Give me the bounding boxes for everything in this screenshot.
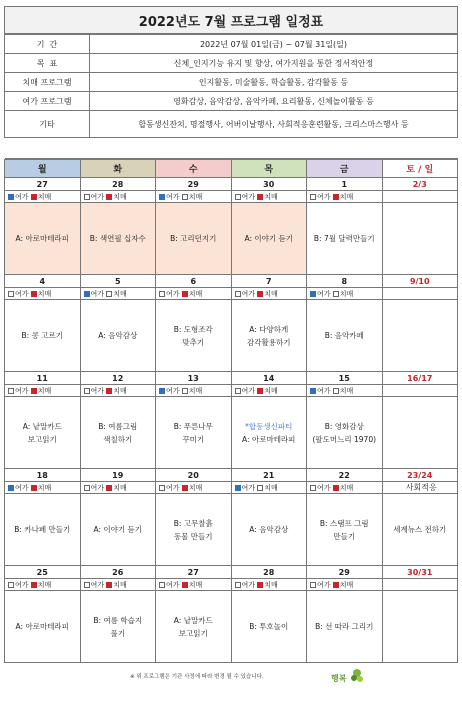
info-key: 치매 프로그램 bbox=[5, 73, 90, 92]
activity-cell: A: 낱말카드 보고읽기 bbox=[156, 591, 232, 663]
filled-checkbox-icon bbox=[159, 388, 165, 394]
program-type-label: 치매 bbox=[264, 483, 278, 492]
activity-cell: *합동생신파티 A: 아로마테라피 bbox=[231, 397, 307, 469]
program-type-label: 치매 bbox=[188, 192, 203, 201]
date-cell: 19 bbox=[80, 469, 156, 482]
program-type-cell: 사회적응 bbox=[382, 482, 458, 494]
program-type-cell bbox=[5, 482, 81, 494]
filled-checkbox-icon bbox=[31, 194, 37, 200]
date-cell: 21 bbox=[231, 469, 307, 482]
program-type-label: 여가 bbox=[15, 483, 29, 492]
program-type-label: 치매 bbox=[264, 386, 278, 395]
program-type-label: 여가 bbox=[90, 192, 105, 201]
program-type-label: 여가 bbox=[15, 386, 29, 395]
empty-checkbox-icon bbox=[159, 485, 165, 491]
filled-checkbox-icon bbox=[31, 582, 37, 588]
program-type-label: 여가 bbox=[90, 580, 105, 589]
activity-cell: B: 카나페 만들기 bbox=[5, 494, 81, 566]
empty-checkbox-icon bbox=[235, 388, 241, 394]
info-key: 여가 프로그램 bbox=[5, 92, 90, 111]
empty-checkbox-icon bbox=[8, 291, 14, 297]
filled-checkbox-icon bbox=[106, 388, 112, 394]
program-type-label: 여가 bbox=[241, 580, 256, 589]
program-type-cell bbox=[80, 385, 156, 397]
schedule-table bbox=[4, 6, 458, 34]
program-type-label: 여가 bbox=[317, 580, 331, 589]
activity-cell: B: 7월 달력만들기 bbox=[307, 203, 383, 275]
empty-checkbox-icon bbox=[235, 291, 241, 297]
filled-checkbox-icon bbox=[84, 291, 90, 297]
activity-cell bbox=[382, 203, 458, 275]
program-type-label: 여가 bbox=[317, 289, 331, 298]
footnote: ※ 위 프로그램은 기관 사정에 따라 변경 될 수 있습니다. bbox=[130, 674, 264, 680]
activity-cell: A: 아로마테라피 bbox=[5, 203, 81, 275]
program-type-cell bbox=[80, 191, 156, 203]
empty-checkbox-icon bbox=[333, 291, 339, 297]
program-type-cell bbox=[5, 579, 81, 591]
date-cell: 9/10 bbox=[382, 275, 458, 288]
program-type-cell bbox=[156, 385, 232, 397]
day-header: 월 bbox=[5, 160, 81, 178]
date-cell: 23/24 bbox=[382, 469, 458, 482]
program-type-label: 치매 bbox=[37, 483, 52, 492]
info-value: 영화감상, 음악감상, 음악카페, 요리활동, 신체놀이활동 등 bbox=[90, 92, 458, 111]
program-type-label: 치매 bbox=[188, 289, 203, 298]
filled-checkbox-icon bbox=[8, 194, 14, 200]
activity-cell: A: 낱말카드 보고읽기 bbox=[5, 397, 81, 469]
program-type-label: 치매 bbox=[264, 192, 278, 201]
date-cell: 16/17 bbox=[382, 372, 458, 385]
filled-checkbox-icon bbox=[235, 485, 241, 491]
date-cell: 28 bbox=[80, 178, 156, 191]
program-type-label: 치매 bbox=[188, 580, 203, 589]
activity-cell bbox=[382, 591, 458, 663]
activity-cell: B: 선 따라 그리기 bbox=[307, 591, 383, 663]
date-cell: 28 bbox=[231, 566, 307, 579]
date-cell: 27 bbox=[5, 178, 81, 191]
program-type-cell bbox=[231, 579, 307, 591]
program-type-cell bbox=[5, 288, 81, 300]
day-header: 토 / 일 bbox=[382, 160, 458, 178]
activity-cell: A: 이야기 듣기 bbox=[80, 494, 156, 566]
program-type-label: 치매 bbox=[339, 289, 354, 298]
program-type-cell bbox=[5, 385, 81, 397]
date-cell: 7 bbox=[231, 275, 307, 288]
info-key: 기 간 bbox=[5, 35, 90, 54]
filled-checkbox-icon bbox=[159, 194, 165, 200]
activity-cell: B: 고무찰흙 동물 만들기 bbox=[156, 494, 232, 566]
empty-checkbox-icon bbox=[310, 582, 316, 588]
activity-cell: A: 음악감상 bbox=[80, 300, 156, 372]
date-cell: 18 bbox=[5, 469, 81, 482]
empty-checkbox-icon bbox=[84, 485, 90, 491]
activity-cell: B: 스탬프 그림 만들기 bbox=[307, 494, 383, 566]
program-type-cell bbox=[307, 385, 383, 397]
program-type-label: 치매 bbox=[264, 289, 278, 298]
program-type-cell bbox=[231, 288, 307, 300]
date-cell: 25 bbox=[5, 566, 81, 579]
empty-checkbox-icon bbox=[8, 582, 14, 588]
program-type-label: 치매 bbox=[264, 580, 278, 589]
program-type-label: 치매 bbox=[37, 580, 52, 589]
filled-checkbox-icon bbox=[257, 194, 263, 200]
program-type-label: 여가 bbox=[166, 483, 180, 492]
date-cell: 14 bbox=[231, 372, 307, 385]
program-type-cell bbox=[156, 482, 232, 494]
day-header: 목 bbox=[231, 160, 307, 178]
program-type-cell bbox=[382, 579, 458, 591]
program-type-cell bbox=[307, 579, 383, 591]
empty-checkbox-icon bbox=[182, 194, 188, 200]
program-type-label: 치매 bbox=[188, 386, 203, 395]
date-cell: 30 bbox=[231, 178, 307, 191]
date-cell: 20 bbox=[156, 469, 232, 482]
program-type-label: 여가 bbox=[166, 289, 180, 298]
filled-checkbox-icon bbox=[106, 582, 112, 588]
program-type-label: 치매 bbox=[339, 483, 354, 492]
program-type-cell bbox=[5, 191, 81, 203]
activity-cell: B: 고리던지기 bbox=[156, 203, 232, 275]
empty-checkbox-icon bbox=[257, 485, 263, 491]
schedule-page bbox=[4, 6, 458, 663]
info-value: 2022년 07월 01일(금) ~ 07월 31일(일) bbox=[90, 35, 458, 54]
activity-cell: A: 아로마테라피 bbox=[5, 591, 81, 663]
info-key: 목 표 bbox=[5, 54, 90, 73]
filled-checkbox-icon bbox=[257, 582, 263, 588]
program-type-label: 여가 bbox=[241, 289, 256, 298]
empty-checkbox-icon bbox=[182, 388, 188, 394]
program-type-label: 여가 bbox=[241, 386, 256, 395]
date-cell: 11 bbox=[5, 372, 81, 385]
activity-cell: B: 콩 고르기 bbox=[5, 300, 81, 372]
activity-cell: B: 투호놀이 bbox=[231, 591, 307, 663]
page-title: 2022년도 7월 프로그램 일정표 bbox=[5, 7, 458, 34]
program-type-label: 치매 bbox=[37, 192, 52, 201]
program-type-cell bbox=[80, 579, 156, 591]
info-value: 인지활동, 미술활동, 학습활동, 감각활동 등 bbox=[90, 73, 458, 92]
filled-checkbox-icon bbox=[310, 291, 316, 297]
date-cell: 5 bbox=[80, 275, 156, 288]
empty-checkbox-icon bbox=[235, 194, 241, 200]
program-type-label: 치매 bbox=[113, 386, 127, 395]
program-type-label: 여가 bbox=[241, 483, 256, 492]
filled-checkbox-icon bbox=[31, 291, 37, 297]
activity-cell: 세계뉴스 전하기 bbox=[382, 494, 458, 566]
program-type-label: 치매 bbox=[339, 386, 354, 395]
date-cell: 6 bbox=[156, 275, 232, 288]
empty-checkbox-icon bbox=[106, 291, 112, 297]
empty-checkbox-icon bbox=[84, 194, 90, 200]
filled-checkbox-icon bbox=[106, 194, 112, 200]
program-type-cell bbox=[231, 191, 307, 203]
empty-checkbox-icon bbox=[310, 194, 316, 200]
activity-cell: B: 여름 학습지 풀기 bbox=[80, 591, 156, 663]
day-header: 수 bbox=[156, 160, 232, 178]
program-type-label: 여가 bbox=[317, 192, 331, 201]
activity-cell bbox=[382, 397, 458, 469]
program-type-cell bbox=[156, 191, 232, 203]
program-type-label: 여가 bbox=[317, 386, 331, 395]
program-type-label: 여가 bbox=[15, 289, 29, 298]
day-header: 화 bbox=[80, 160, 156, 178]
program-type-label: 여가 bbox=[15, 192, 29, 201]
logo-icon bbox=[330, 662, 364, 688]
program-type-cell bbox=[382, 191, 458, 203]
date-cell: 29 bbox=[307, 566, 383, 579]
program-type-label: 치매 bbox=[113, 192, 127, 201]
date-cell: 1 bbox=[307, 178, 383, 191]
empty-checkbox-icon bbox=[84, 582, 90, 588]
empty-checkbox-icon bbox=[8, 388, 14, 394]
filled-checkbox-icon bbox=[8, 485, 14, 491]
filled-checkbox-icon bbox=[182, 291, 188, 297]
empty-checkbox-icon bbox=[235, 582, 241, 588]
filled-checkbox-icon bbox=[182, 485, 188, 491]
program-type-label: 치매 bbox=[113, 483, 127, 492]
empty-checkbox-icon bbox=[333, 388, 339, 394]
program-type-label: 치매 bbox=[188, 483, 203, 492]
program-type-label: 치매 bbox=[37, 386, 52, 395]
day-header: 금 bbox=[307, 160, 383, 178]
activity-cell: B: 음악카페 bbox=[307, 300, 383, 372]
spacer-row bbox=[5, 138, 458, 159]
date-cell: 8 bbox=[307, 275, 383, 288]
filled-checkbox-icon bbox=[333, 194, 339, 200]
filled-checkbox-icon bbox=[182, 582, 188, 588]
date-cell: 22 bbox=[307, 469, 383, 482]
empty-checkbox-icon bbox=[310, 485, 316, 491]
date-cell: 12 bbox=[80, 372, 156, 385]
filled-checkbox-icon bbox=[257, 291, 263, 297]
activity-cell: A: 다양하게 감각활용하기 bbox=[231, 300, 307, 372]
date-cell: 15 bbox=[307, 372, 383, 385]
program-type-label: 치매 bbox=[113, 289, 127, 298]
date-cell: 29 bbox=[156, 178, 232, 191]
date-cell: 30/31 bbox=[382, 566, 458, 579]
program-type-cell bbox=[382, 385, 458, 397]
program-type-label: 여가 bbox=[166, 386, 180, 395]
info-value: 신체_인지기능 유지 및 향상, 여가지원을 통한 정서적안정 bbox=[90, 54, 458, 73]
date-cell: 4 bbox=[5, 275, 81, 288]
program-type-label: 여가 bbox=[241, 192, 256, 201]
program-type-label: 여가 bbox=[90, 289, 105, 298]
program-type-label: 여가 bbox=[15, 580, 29, 589]
svg-text:행복: 행복 bbox=[331, 674, 347, 683]
empty-checkbox-icon bbox=[159, 291, 165, 297]
program-type-cell bbox=[156, 288, 232, 300]
program-type-cell bbox=[231, 482, 307, 494]
activity-cell: B: 색연필 십자수 bbox=[80, 203, 156, 275]
empty-checkbox-icon bbox=[84, 388, 90, 394]
filled-checkbox-icon bbox=[310, 388, 316, 394]
program-type-cell bbox=[80, 288, 156, 300]
calendar-table bbox=[4, 159, 458, 663]
empty-checkbox-icon bbox=[159, 582, 165, 588]
program-type-label: 여가 bbox=[166, 580, 180, 589]
program-type-label: 치매 bbox=[113, 580, 127, 589]
filled-checkbox-icon bbox=[31, 485, 37, 491]
program-type-cell bbox=[231, 385, 307, 397]
program-type-label: 여가 bbox=[90, 483, 105, 492]
info-value: 합동생신잔치, 명절행사, 어버이날행사, 사회적응훈련활동, 크리스마스행사 등 bbox=[90, 111, 458, 138]
filled-checkbox-icon bbox=[106, 485, 112, 491]
date-cell: 26 bbox=[80, 566, 156, 579]
program-type-label: 여가 bbox=[317, 483, 331, 492]
program-type-cell bbox=[382, 288, 458, 300]
program-type-label: 여가 bbox=[90, 386, 105, 395]
program-type-label: 여가 bbox=[166, 192, 180, 201]
info-table bbox=[4, 34, 458, 159]
program-type-cell bbox=[307, 482, 383, 494]
activity-cell: B: 도형조각 맞추기 bbox=[156, 300, 232, 372]
activity-cell: B: 영화감상 (팔도머느리 1970) bbox=[307, 397, 383, 469]
date-cell: 2/3 bbox=[382, 178, 458, 191]
program-type-label: 치매 bbox=[339, 580, 354, 589]
program-type-cell bbox=[307, 191, 383, 203]
filled-checkbox-icon bbox=[31, 388, 37, 394]
program-type-cell bbox=[307, 288, 383, 300]
program-type-label: 치매 bbox=[37, 289, 52, 298]
program-type-cell bbox=[80, 482, 156, 494]
program-type-label: 치매 bbox=[339, 192, 354, 201]
filled-checkbox-icon bbox=[333, 485, 339, 491]
activity-cell: B: 푸른나무 꾸미기 bbox=[156, 397, 232, 469]
activity-cell: B: 여름그림 색칠하기 bbox=[80, 397, 156, 469]
date-cell: 27 bbox=[156, 566, 232, 579]
activity-cell: A: 음악감상 bbox=[231, 494, 307, 566]
info-key: 기타 bbox=[5, 111, 90, 138]
program-type-cell bbox=[156, 579, 232, 591]
activity-cell: A: 이야기 듣기 bbox=[231, 203, 307, 275]
filled-checkbox-icon bbox=[257, 388, 263, 394]
date-cell: 13 bbox=[156, 372, 232, 385]
filled-checkbox-icon bbox=[333, 582, 339, 588]
activity-cell bbox=[382, 300, 458, 372]
